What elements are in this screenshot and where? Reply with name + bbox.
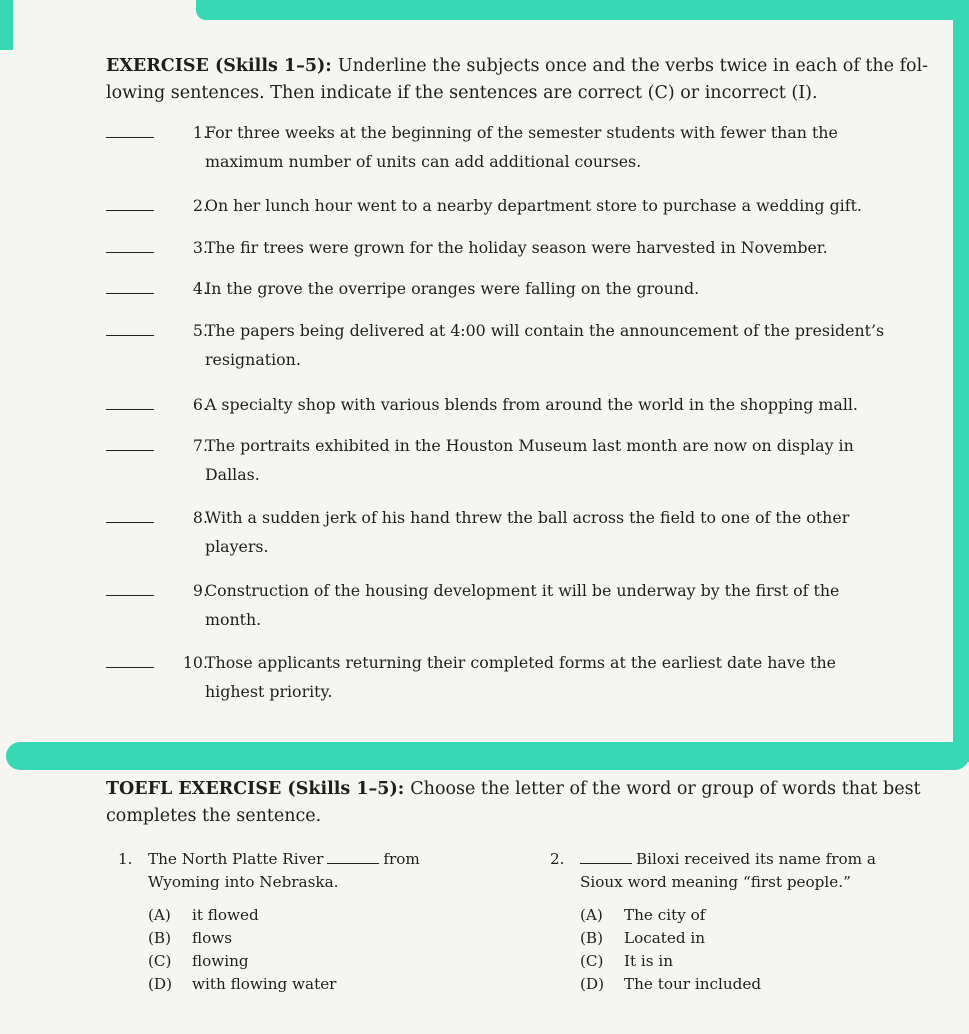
item-sentence-line: The fir trees were grown for the holiday season were harvested in November. — [205, 238, 828, 257]
question-stem — [580, 848, 940, 894]
question-number: 2. — [550, 850, 565, 868]
item-sentence — [205, 191, 905, 220]
answer-blank[interactable] — [106, 335, 154, 336]
answer-blank[interactable] — [106, 595, 154, 596]
option-letter: (A) — [148, 906, 171, 924]
item-sentence — [205, 118, 905, 176]
item-sentence-line: resignation. — [205, 350, 301, 369]
item-number: 2. — [192, 196, 208, 215]
item-sentence-line: highest priority. — [205, 682, 333, 701]
answer-blank[interactable] — [106, 409, 154, 410]
option-text: Located in — [624, 929, 706, 947]
answer-blank[interactable] — [106, 210, 154, 211]
toefl-title: TOEFL EXERCISE (Skills 1–5): — [106, 779, 405, 799]
option-text: flowing — [192, 952, 249, 970]
question-stem-line-2: Sioux word meaning “first people.” — [580, 873, 851, 891]
item-sentence-line: For three weeks at the beginning of the semester students with fewer than the — [205, 123, 838, 142]
highlight-stroke-top — [196, 0, 969, 20]
item-number: 1. — [192, 123, 208, 142]
option-b[interactable] — [580, 927, 705, 950]
answer-blank[interactable] — [106, 137, 154, 138]
item-sentence-line: In the grove the overripe oranges were falling on the ground. — [205, 279, 700, 298]
item-sentence-line: players. — [205, 537, 269, 556]
option-text: The tour included — [624, 975, 762, 993]
toefl-question-2 — [550, 848, 950, 1008]
exercise-instruction-line-2: lowing sentences. Then indicate if the sentences are correct (C) or incorrect (I). — [106, 83, 818, 103]
option-c[interactable] — [580, 950, 673, 973]
item-number: 10. — [182, 653, 208, 672]
option-letter: (D) — [148, 975, 173, 993]
highlight-stroke-left — [0, 0, 13, 50]
toefl-question-1 — [118, 848, 518, 1008]
answer-blank[interactable] — [580, 851, 632, 864]
answer-blank[interactable] — [106, 667, 154, 668]
item-sentence-line: The papers being delivered at 4:00 will contain the announcement of the president’s — [205, 321, 885, 340]
exercise-instruction-line-1 — [106, 53, 936, 80]
item-sentence-line: maximum number of units can add additional courses. — [205, 152, 642, 171]
option-text: it flowed — [192, 906, 259, 924]
item-number: 8. — [192, 508, 208, 527]
exercise-instructions — [106, 53, 936, 107]
option-d[interactable] — [580, 973, 761, 996]
highlight-stroke-right — [953, 0, 969, 762]
item-sentence-line: A specialty shop with various blends from around the world in the shopping mall. — [205, 395, 858, 414]
item-sentence-line: The portraits exhibited in the Houston Museum last month are now on display in — [205, 436, 854, 455]
question-stem-line-2: Wyoming into Nebraska. — [148, 873, 339, 891]
item-sentence-line: Those applicants returning their completed forms at the earliest date have the — [205, 653, 836, 672]
option-text: The city of — [624, 906, 706, 924]
item-sentence — [205, 503, 905, 561]
option-text: with flowing water — [192, 975, 337, 993]
item-sentence — [205, 316, 905, 374]
question-stem-line-1 — [580, 848, 940, 871]
answer-blank[interactable] — [327, 851, 379, 864]
item-sentence — [205, 576, 905, 634]
item-sentence — [205, 648, 905, 706]
option-c[interactable] — [148, 950, 249, 973]
option-a[interactable] — [580, 904, 705, 927]
option-text: It is in — [624, 952, 674, 970]
question-stem-line-1 — [148, 848, 468, 871]
question-text-after-blank: from — [383, 850, 420, 868]
toefl-instruction-line-1 — [106, 776, 936, 803]
option-letter: (B) — [580, 929, 604, 947]
item-number: 3. — [192, 238, 208, 257]
question-text-after-blank: Biloxi received its name from a — [636, 850, 876, 868]
answer-blank[interactable] — [106, 293, 154, 294]
exercise-instruction-text-1: Underline the subjects once and the verbs twice in each of the fol- — [337, 56, 929, 76]
answer-blank[interactable] — [106, 522, 154, 523]
answer-blank[interactable] — [106, 252, 154, 253]
highlight-stroke-bottom — [6, 742, 969, 770]
item-sentence — [205, 431, 905, 489]
option-b[interactable] — [148, 927, 232, 950]
exercise-title: EXERCISE (Skills 1–5): — [106, 56, 332, 76]
option-letter: (C) — [580, 952, 604, 970]
question-text-before-blank: The North Platte River — [148, 850, 324, 868]
item-sentence-line: Dallas. — [205, 465, 260, 484]
item-number: 7. — [192, 436, 208, 455]
option-letter: (C) — [148, 952, 172, 970]
option-letter: (A) — [580, 906, 603, 924]
item-sentence — [205, 390, 905, 419]
question-number: 1. — [118, 850, 133, 868]
item-number: 5. — [192, 321, 208, 340]
item-sentence-line: month. — [205, 610, 262, 629]
toefl-instructions — [106, 776, 936, 830]
option-letter: (D) — [580, 975, 605, 993]
item-number: 6. — [192, 395, 208, 414]
option-letter: (B) — [148, 929, 172, 947]
question-stem — [148, 848, 468, 894]
item-sentence — [205, 274, 905, 303]
item-sentence-line: On her lunch hour went to a nearby department store to purchase a wedding gift. — [205, 196, 862, 215]
option-a[interactable] — [148, 904, 259, 927]
item-sentence — [205, 233, 905, 262]
item-sentence-line: With a sudden jerk of his hand threw the ball across the field to one of the other — [205, 508, 850, 527]
item-sentence-line: Construction of the housing development it will be underway by the first of the — [205, 581, 840, 600]
toefl-instruction-text-1: Choose the letter of the word or group of words that best — [410, 779, 921, 799]
toefl-instruction-line-2: completes the sentence. — [106, 806, 322, 826]
option-text: flows — [192, 929, 233, 947]
item-number: 9. — [192, 581, 208, 600]
option-d[interactable] — [148, 973, 336, 996]
item-number: 4. — [192, 279, 208, 298]
answer-blank[interactable] — [106, 450, 154, 451]
